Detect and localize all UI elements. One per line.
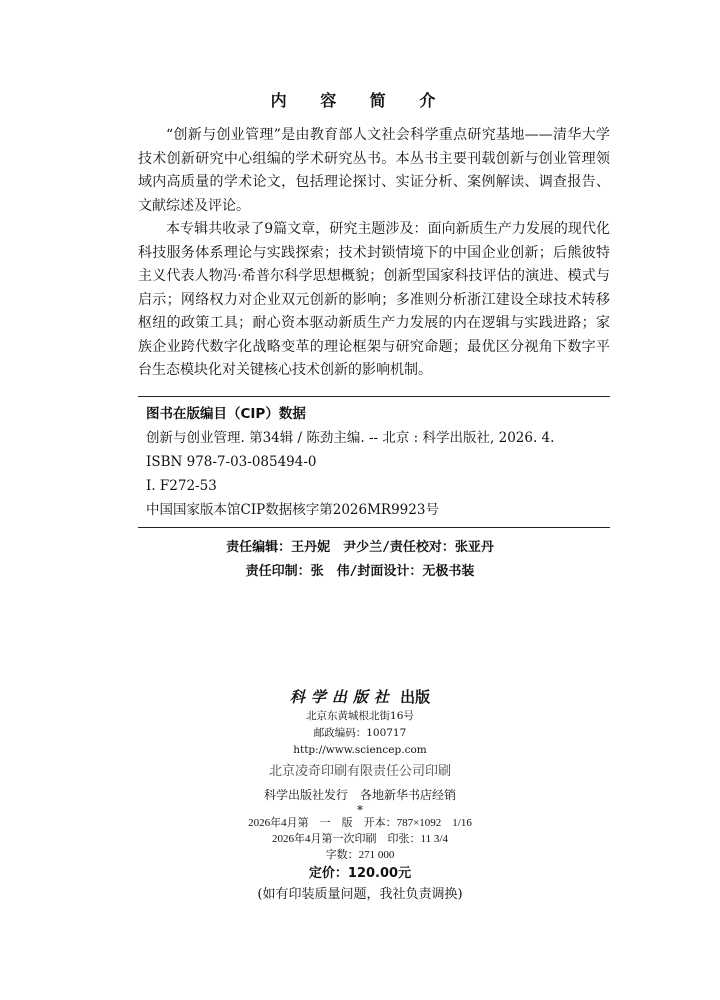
introduction-section xyxy=(138,124,610,383)
cip-top-divider xyxy=(138,396,610,397)
publisher-block xyxy=(0,686,720,905)
separator-star: * xyxy=(357,803,363,817)
cip-line-record-number: 中国国家版本馆CIP数据核字第2026MR9923号 xyxy=(146,502,439,518)
publisher-postcode: 邮政编码：100717 xyxy=(313,727,407,739)
quality-note: (如有印装质量问题，我社负责调换) xyxy=(257,887,463,902)
staff-credits xyxy=(0,536,720,584)
edition-line: 2026年4月第 一 版 开本：787×1092 1/16 xyxy=(248,817,472,829)
staff-editors: 责任编辑：王丹妮 尹少兰/责任校对：张亚丹 xyxy=(226,540,494,555)
printing-line: 2026年4月第一次印刷 印张：11 3/4 xyxy=(272,833,448,845)
publisher-brand: 科学出版社 xyxy=(289,688,395,706)
cip-heading: 图书在版编目（CIP）数据 xyxy=(146,406,306,422)
intro-paragraph-1: “创新与创业管理”是由教育部人文社会科学重点研究基地——清华大学技术创新研究中心组编的学术研究丛书。本丛书主要刊载创新与创业管理领域内高质量的学术论文，包括理论探讨、实证分析、案例解读、调查报告、文献综述及评论。 xyxy=(138,127,610,214)
distribution-line: 科学出版社发行 各地新华书店经销 xyxy=(263,788,456,802)
cip-bottom-divider xyxy=(138,527,610,528)
printer-line: 北京凌奇印刷有限责任公司印刷 xyxy=(268,764,451,779)
word-count: 字数：271 000 xyxy=(325,849,395,861)
intro-paragraph-2: 本专辑共收录了9篇文章，研究主题涉及：面向新质生产力发展的现代化科技服务体系理论与实践探索；技术封锁情境下的中国企业创新；后熊彼特主义代表人物冯·希普尔科学思想概貌；创新型国家科技评估的演进、模式与启示；网络权力对企业双元创新的影响；多准则分析浙江建设全球技术转移枢纽的政策工具；耐心资本驱动新质生产力发展的内在逻辑与实践进路；家族企业跨代数字化战略变革的理论框架与研究命题；最优区分视角下数字平台生态模块化对关键核心技术创新的影响机制。 xyxy=(138,221,610,378)
price: 定价：120.00元 xyxy=(308,866,412,881)
cip-line-isbn: ISBN 978-7-03-085494-0 xyxy=(146,454,317,470)
cip-line-classification: Ⅰ. F272-53 xyxy=(146,478,217,494)
publisher-address: 北京东黄城根北街16号 xyxy=(306,710,414,722)
cip-line-title: 创新与创业管理. 第34辑 / 陈劲主编. -- 北京 : 科学出版社, 2026. 4. xyxy=(146,430,555,446)
staff-production: 责任印制：张 伟/封面设计：无极书装 xyxy=(245,564,475,579)
page-title: 内 容 简 介 xyxy=(270,91,450,110)
publisher-suffix: 出版 xyxy=(400,688,431,706)
cip-block xyxy=(146,402,610,522)
publisher-website: http://www.sciencep.com xyxy=(293,744,427,756)
publisher-name xyxy=(0,686,720,708)
